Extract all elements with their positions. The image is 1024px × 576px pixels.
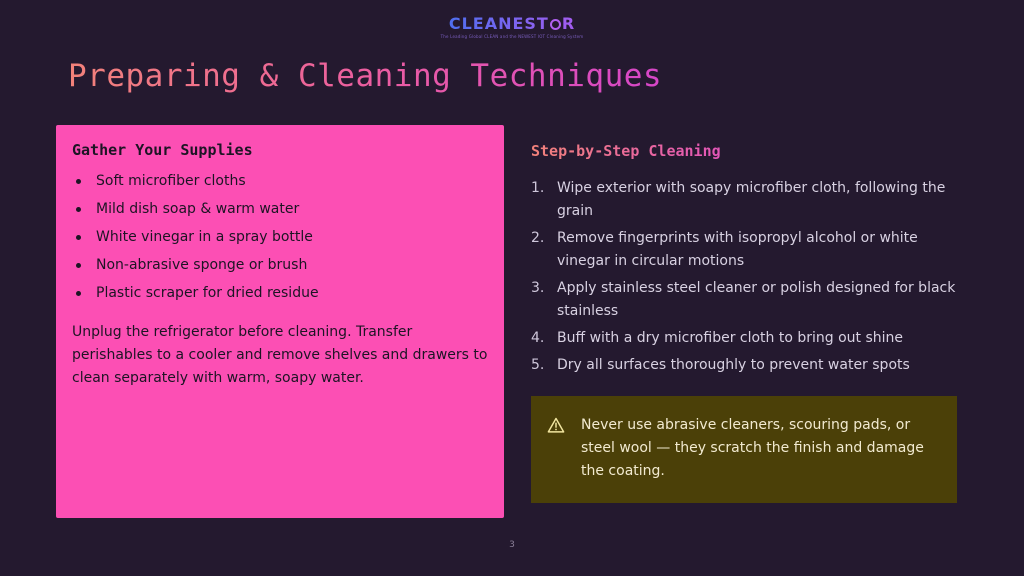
logo-text-right: R (561, 14, 576, 33)
step-number: 2. (531, 230, 545, 246)
step-text: Buff with a dry microfiber cloth to bring out shine (557, 330, 904, 346)
warning-triangle-icon (547, 417, 565, 433)
logo-text-left: CLEANEST (448, 14, 549, 33)
step-item (531, 227, 961, 273)
step-item (531, 354, 961, 377)
step-text: Wipe exterior with soapy microfiber cloth, following the grain (557, 180, 946, 219)
steps-heading: Step-by-Step Cleaning (531, 142, 721, 160)
step-item (531, 177, 961, 223)
logo-tagline: The Leading Global CLEAN and the NEWEST IOT Cleaning System (440, 34, 584, 39)
step-number: 4. (531, 330, 545, 346)
step-number: 1. (531, 180, 545, 196)
logo-ring-icon (550, 19, 561, 30)
supply-item: Non-abrasive sponge or brush (72, 255, 488, 275)
steps-list (531, 177, 961, 381)
logo-wordmark (449, 14, 575, 33)
supplies-card (56, 125, 504, 518)
step-text: Dry all surfaces thoroughly to prevent water spots (557, 357, 910, 373)
supply-item: Mild dish soap & warm water (72, 199, 488, 219)
step-item (531, 277, 961, 323)
step-text: Apply stainless steel cleaner or polish designed for black stainless (557, 280, 956, 319)
preparation-note: Unplug the refrigerator before cleaning. Transfer perishables to a cooler and remove shelves and drawers to clean separately with warm, soapy water. (72, 324, 488, 386)
step-item (531, 327, 961, 350)
brand-logo (0, 14, 1024, 39)
warning-text: Never use abrasive cleaners, scouring pads, or steel wool — they scratch the finish and damage the coating. (581, 417, 924, 479)
step-number: 3. (531, 280, 545, 296)
warning-callout (531, 396, 957, 503)
supply-item: White vinegar in a spray bottle (72, 227, 488, 247)
page-number: 3 (509, 540, 515, 550)
supply-item: Soft microfiber cloths (72, 171, 488, 191)
supplies-heading: Gather Your Supplies (72, 141, 253, 159)
step-text: Remove fingerprints with isopropyl alcohol or white vinegar in circular motions (557, 230, 918, 269)
slide-title: Preparing & Cleaning Techniques (68, 58, 663, 94)
supply-item: Plastic scraper for dried residue (72, 283, 488, 303)
step-number: 5. (531, 357, 545, 373)
supplies-list (72, 171, 488, 303)
